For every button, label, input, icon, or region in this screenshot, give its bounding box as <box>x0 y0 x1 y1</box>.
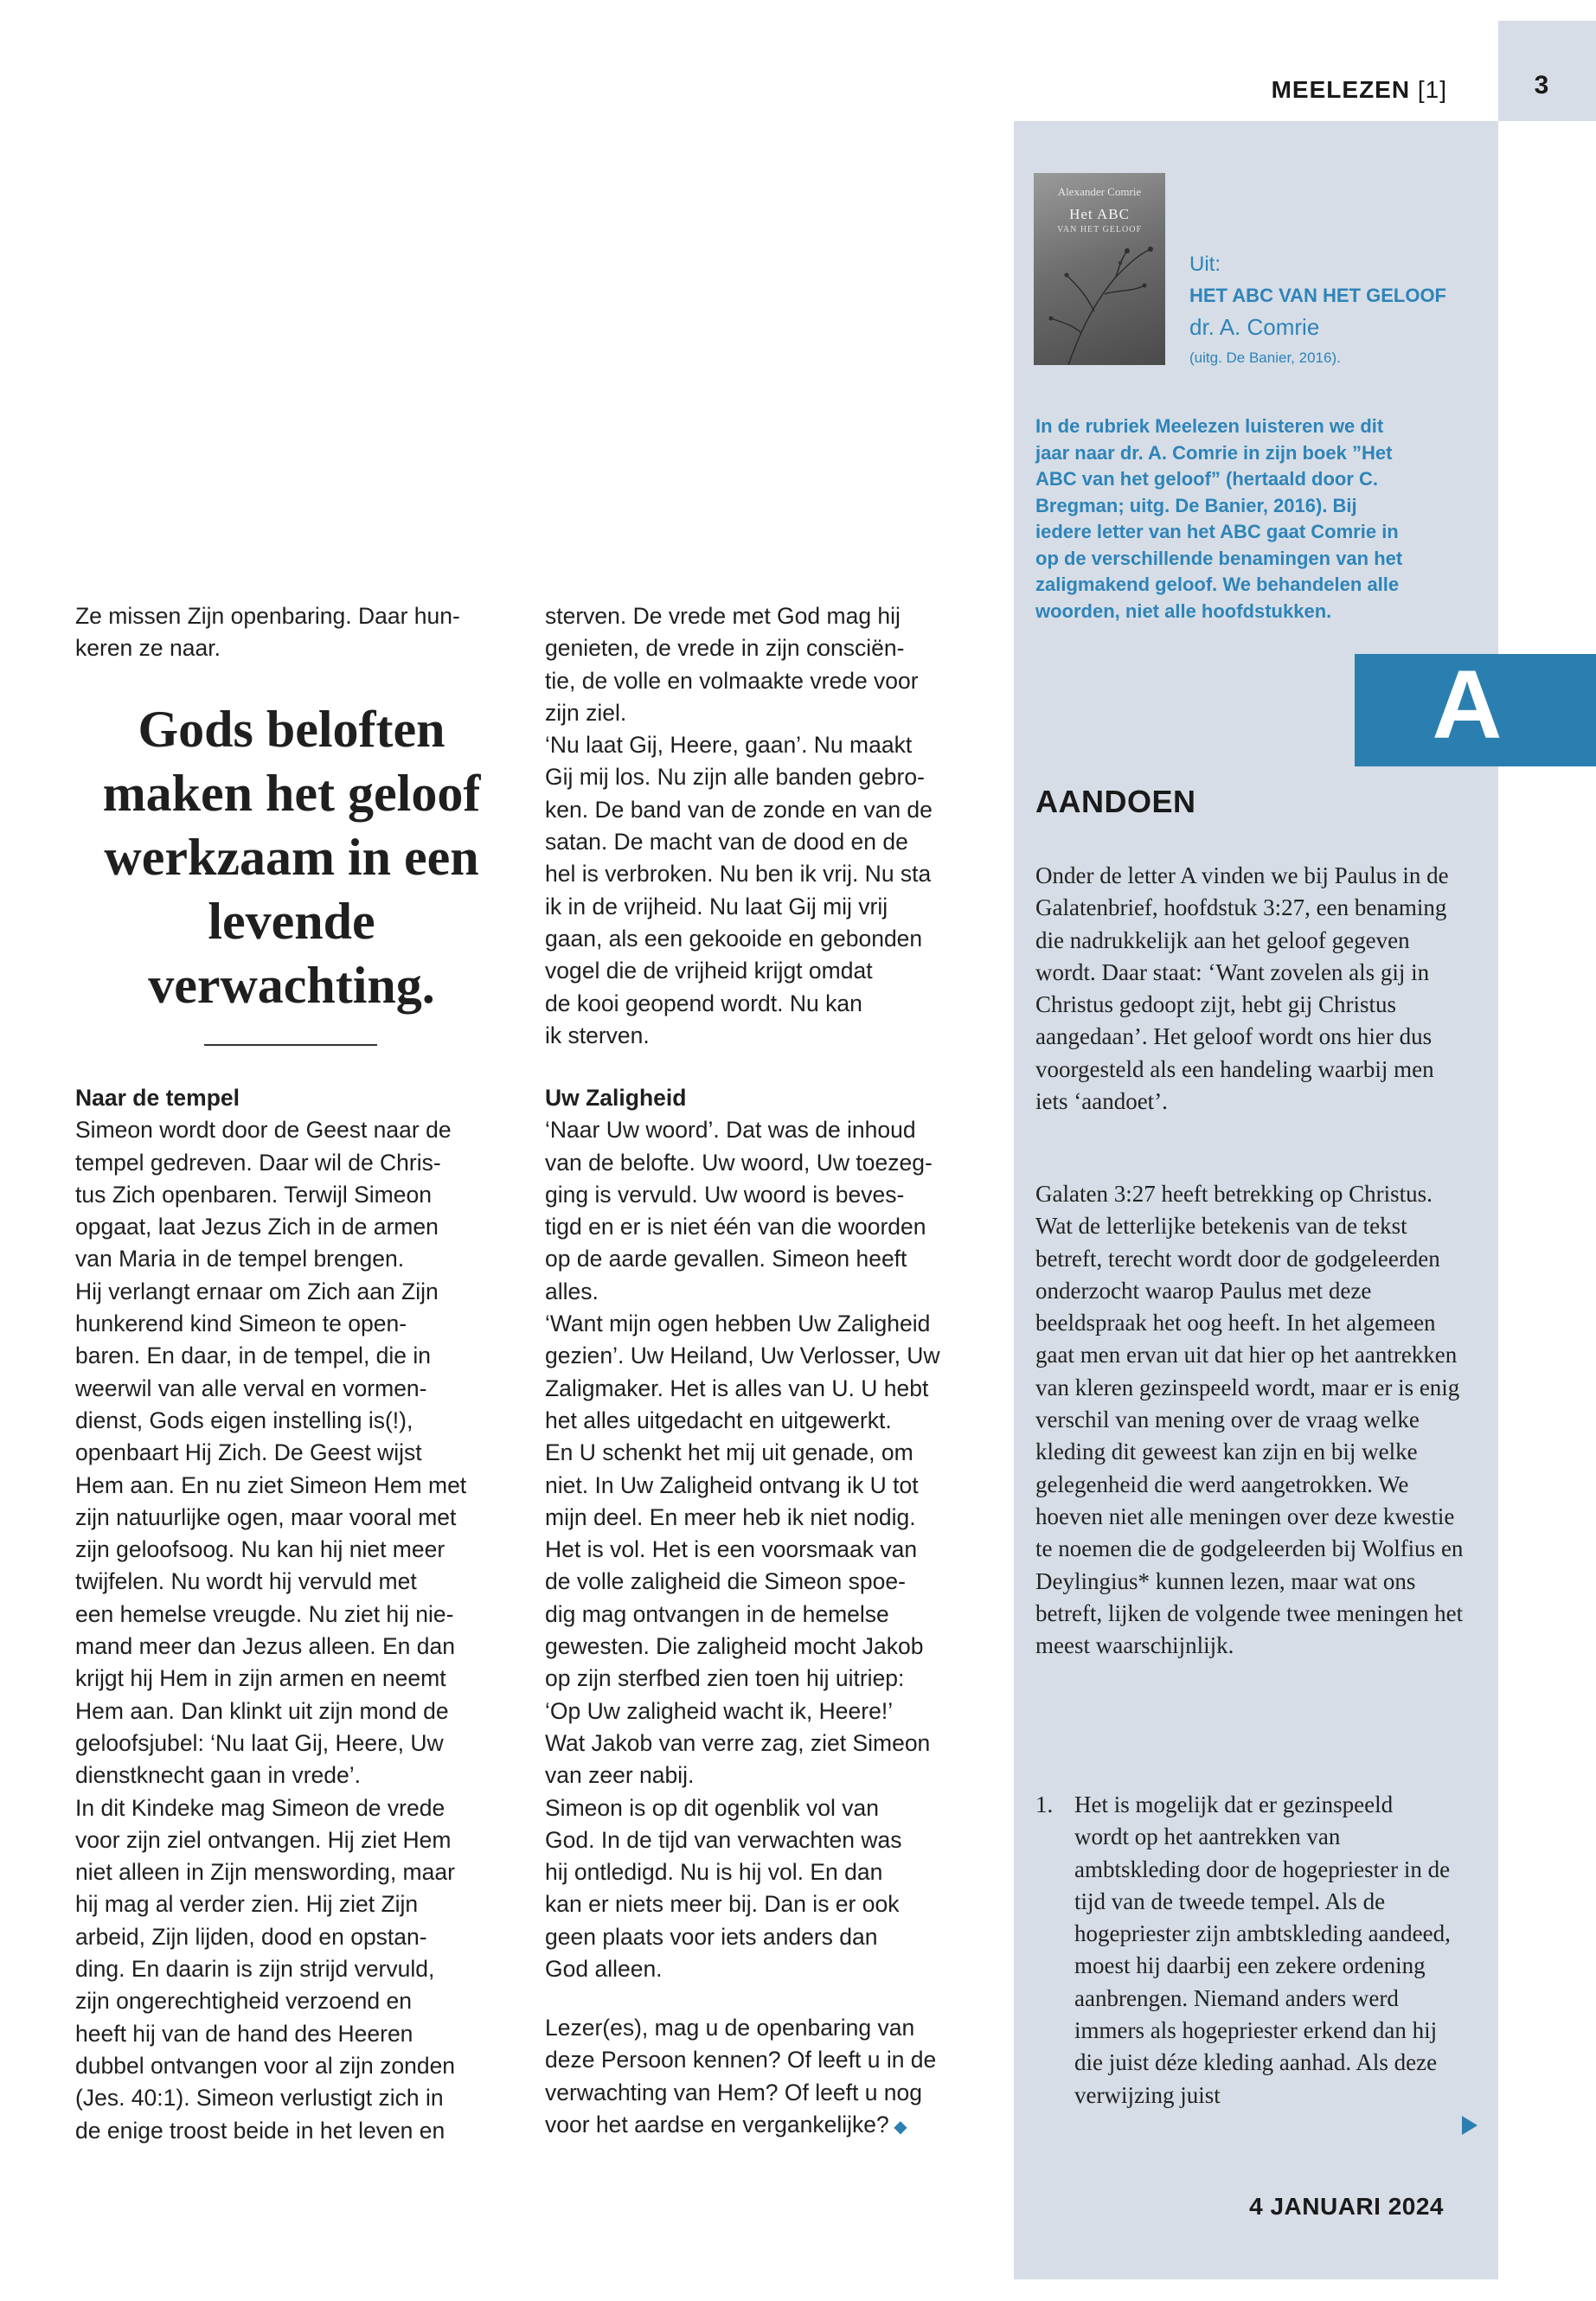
text-line: zijn natuurlijke ogen, maar vooral met <box>75 1503 457 1530</box>
text-line: keren ze naar. <box>75 635 221 662</box>
quote-divider <box>204 1044 377 1046</box>
text-line: verwachting van Hem? Of leeft u nog <box>545 2079 923 2106</box>
text-line: ‘Op Uw zaligheid wacht ik, Heere!’ <box>545 1697 894 1724</box>
cover-title: Het ABC <box>1069 206 1130 222</box>
text-line: de enige troost beide in het leven en <box>75 2117 445 2144</box>
text-line: hunkerend kind Simeon te open- <box>75 1311 407 1337</box>
text-line: niet alleen in Zijn menswording, maar <box>75 1859 455 1886</box>
text-line: In dit Kindeke mag Simeon de vrede <box>75 1794 445 1821</box>
book-cover-image <box>1034 173 1165 365</box>
text-line: vogel die de vrijheid krijgt omdat <box>545 958 873 984</box>
text-line: ding. En daarin is zijn strijd vervuld, <box>75 1956 435 1983</box>
text-line: op de aarde gevallen. Simeon heeft <box>545 1246 907 1272</box>
text-line: Hem aan. En nu ziet Simeon Hem met <box>75 1471 467 1498</box>
text-line: Simeon wordt door de Geest naar de <box>75 1117 452 1144</box>
text-line: dig mag ontvangen in de hemelse <box>545 1600 889 1627</box>
text-line: weerwil van alle verval en vormen- <box>75 1375 427 1401</box>
section-label <box>1272 76 1447 104</box>
text-line: van Maria in de tempel brengen. <box>75 1246 405 1272</box>
continue-arrow-icon <box>1462 2116 1477 2135</box>
pull-quote: Gods beloften maken het geloof werkzaam in een levende verwachting. <box>102 701 481 1014</box>
text-line: arbeid, Zijn lijden, dood en opstan- <box>75 1923 427 1950</box>
text-line: van de belofte. Uw woord, Uw toezeg- <box>545 1149 933 1176</box>
text-line: En U schenkt het mij uit genade, om <box>545 1439 913 1466</box>
sidebar-heading: AANDOEN <box>1035 784 1196 819</box>
book-publisher: (uitg. De Banier, 2016). <box>1189 349 1341 366</box>
list-number: 1. <box>1035 1791 1054 1817</box>
text-line: zijn geloofsoog. Nu kan hij niet meer <box>75 1536 445 1563</box>
text-line: de kooi geopend wordt. Nu kan <box>545 990 862 1016</box>
text-line: Hij verlangt ernaar om Zich aan Zijn <box>75 1278 439 1304</box>
text-line: (Jes. 40:1). Simeon verlustigt zich in <box>75 2085 444 2112</box>
issue-date: 4 JANUARI 2024 <box>1249 2193 1444 2220</box>
book-title: HET ABC VAN HET GELOOF <box>1189 285 1446 306</box>
cover-author: Alexander Comrie <box>1057 185 1142 198</box>
end-of-article-icon: ◆ <box>888 2117 907 2137</box>
column-1-body <box>75 1082 466 2147</box>
text-line: tus Zich openbaren. Terwijl Simeon <box>75 1181 432 1208</box>
text-line: God. In de tijd van verwachten was <box>545 1826 902 1853</box>
text-line: het alles uitgedacht en uitgewerkt. <box>545 1407 892 1433</box>
text-line: mand meer dan Jezus alleen. En dan <box>75 1633 455 1660</box>
text-line: op zijn sterfbed zien toen hij uitriep: <box>545 1665 905 1692</box>
branch-illustration <box>1034 173 1165 365</box>
section-title: MEELEZEN <box>1271 76 1411 103</box>
text-line: ik sterven. <box>545 1022 650 1048</box>
text-line: gaan, als een gekooide en gebonden <box>545 925 923 952</box>
text-line: God alleen. <box>545 1956 663 1983</box>
column-2-part-c <box>545 2012 936 2144</box>
text-line: Ze missen Zijn openbaring. Daar hun- <box>75 603 460 629</box>
text-line: dubbel ontvangen voor al zijn zonden <box>75 2052 456 2079</box>
text-line: ken. De band van de zonde en van de <box>545 796 933 823</box>
text-line: Hem aan. Dan klinkt uit zijn mond de <box>75 1697 449 1724</box>
text-line: krijgt hij Hem in zijn armen en neemt <box>75 1665 446 1692</box>
text-line: satan. De macht van de dood en de <box>545 829 908 856</box>
text-line: tie, de volle en volmaakte vrede voor <box>545 667 919 694</box>
text-line: ‘Nu laat Gij, Heere, gaan’. Nu maakt <box>545 732 913 759</box>
cover-subtitle: VAN HET GELOOF <box>1056 225 1143 234</box>
text-line: gezien’. Uw Heiland, Uw Verlosser, Uw <box>545 1343 940 1369</box>
book-author: dr. A. Comrie <box>1189 314 1320 340</box>
letter: A <box>1432 651 1503 759</box>
text-line: zijn ongerechtigheid verzoend en <box>75 1988 412 2015</box>
text-line: alles. <box>545 1278 599 1304</box>
sidebar-paragraph-2: Galaten 3:27 heeft betrekking op Christus. Wat de letterlijke betekenis van de tekst betreft, terecht wordt door de godgeleerden onderzocht waarop Paulus met deze beeldspraak het oog heeft. In het algemeen gaat men ervan uit dat hier op het aantrekken van kleren gezinspeeld wordt, maar er is enig verschil van mening over de vraag welke kleding dit geweest kan zijn en bij welke gelegenheid die werd aangetrokken. We hoeven niet alle meningen over deze kwestie te noemen die de godgeleerden bij Wolfius en Deylingius* kunnen lezen, maar wat ons betreft, lijken de volgende twee meningen het meest waarschijnlijk. <box>1035 1181 1464 1659</box>
text-line: kan er niets meer bij. Dan is er ook <box>545 1891 900 1918</box>
text-line: Lezer(es), mag u de openbaring van <box>545 2015 915 2041</box>
text-line: ik in de vrijheid. Nu laat Gij mij vrij <box>545 893 888 920</box>
text-line: dienst, Gods eigen instelling is(!), <box>75 1407 413 1433</box>
text-line: een hemelse vreugde. Nu ziet hij nie- <box>75 1600 454 1627</box>
text-line: geloofsjubel: ‘Nu laat Gij, Heere, Uw <box>75 1729 444 1756</box>
text-line: de volle zaligheid die Simeon spoe- <box>545 1568 906 1595</box>
text-line: tempel gedreven. Daar wil de Chris- <box>75 1149 441 1176</box>
text-line: twijfelen. Nu wordt hij vervuld met <box>75 1568 417 1595</box>
text-line: ‘Want mijn ogen hebben Uw Zaligheid <box>545 1311 931 1337</box>
text-line: niet. In Uw Zaligheid ontvang ik U tot <box>545 1471 919 1498</box>
section-issue: [1] <box>1417 76 1447 103</box>
text-line: gewesten. Die zaligheid mocht Jakob <box>545 1633 924 1660</box>
text-line: genieten, de vrede in zijn consciën- <box>545 635 905 662</box>
subheading-naar-de-tempel: Naar de tempel <box>75 1085 240 1111</box>
source-label: Uit: <box>1189 253 1221 276</box>
text-line: hij ontledigd. Nu is hij vol. En dan <box>545 1859 883 1886</box>
text-line: voor het aardse en vergankelijke? ◆ <box>545 2111 907 2138</box>
letter-badge <box>1355 651 1596 766</box>
text-line: baren. En daar, in de tempel, die in <box>75 1343 432 1369</box>
text-line: heeft hij van de hand des Heeren <box>75 2020 413 2047</box>
text-line: ging is vervuld. Uw woord is beves- <box>545 1181 905 1208</box>
text-line: mijn deel. En meer heb ik niet nodig. <box>545 1503 916 1530</box>
rubric-intro: In de rubriek Meelezen luisteren we dit jaar naar dr. A. Comrie in zijn boek ”Het ABC van het geloof” (hertaald door C. Bregman; uitg. De Banier, 2016). Bij iedere letter van het ABC gaat Comrie in op de verschillende benamingen van het zaligmakend geloof. We behandelen alle woorden, niet alle hoofdstukken. <box>1035 415 1403 622</box>
text-line: hel is verbroken. Nu ben ik vrij. Nu sta <box>545 861 932 888</box>
text-line: sterven. De vrede met God mag hij <box>545 603 901 629</box>
text-line: Simeon is op dit ogenblik vol van <box>545 1794 879 1821</box>
subheading-uw-zaligheid: Uw Zaligheid <box>545 1085 687 1111</box>
text-line: opgaat, laat Jezus Zich in de armen <box>75 1214 439 1240</box>
text-line: zijn ziel. <box>545 699 627 726</box>
text-line: deze Persoon kennen? Of leeft u in de <box>545 2047 937 2073</box>
text-line: geen plaats voor iets anders dan <box>545 1923 878 1950</box>
text-line: ‘Naar Uw woord’. Dat was de inhoud <box>545 1117 916 1144</box>
list-item-text: Het is mogelijk dat er gezinspeeld wordt op het aantrekken van ambtskleding door de hogepriester in de tijd van de tweede tempel. Als de hogepriester zijn ambtskleding aandeed, moest hij daarbij een zekere ordening aanbrengen. Niemand anders werd immers als hogepriester erkend dan hij die juist déze kleding aanhad. Als deze verwijzing juist <box>1074 1791 1451 2108</box>
text-line: dienstknecht gaan in vrede’. <box>75 1762 361 1789</box>
column-1-intro <box>75 600 460 665</box>
text-line: voor zijn ziel ontvangen. Hij ziet Hem <box>75 1826 452 1853</box>
text-line: van zeer nabij. <box>545 1762 695 1789</box>
text-line: Het is vol. Het is een voorsmaak van <box>545 1536 918 1563</box>
text-line: tigd en er is niet één van die woorden <box>545 1214 926 1240</box>
text-line: Zaligmaker. Het is alles van U. U hebt <box>545 1375 929 1401</box>
book-source <box>1189 249 1484 374</box>
sidebar-paragraph-1: Onder de letter A vinden we bij Paulus in de Galatenbrief, hoofdstuk 3:27, een benaming die nadrukkelijk aan het geloof gegeven wordt. Daar staat: ‘Want zovelen als gij in Christus gedoopt zijt, hebt gij Christus aangedaan’. Het geloof wordt ons hier dus voorgesteld als een handeling waarbij men iets ‘aandoet’. <box>1035 862 1449 1115</box>
text-line: Wat Jakob van verre zag, ziet Simeon <box>545 1729 931 1756</box>
column-2-part-b <box>545 1082 940 1985</box>
text-line: openbaart Hij Zich. De Geest wijst <box>75 1439 422 1466</box>
text-line: Gij mij los. Nu zijn alle banden gebro- <box>545 764 925 791</box>
text-line: hij mag al verder zien. Hij ziet Zijn <box>75 1891 419 1918</box>
column-2-part-a <box>545 600 933 1052</box>
page-number: 3 <box>1534 71 1549 99</box>
